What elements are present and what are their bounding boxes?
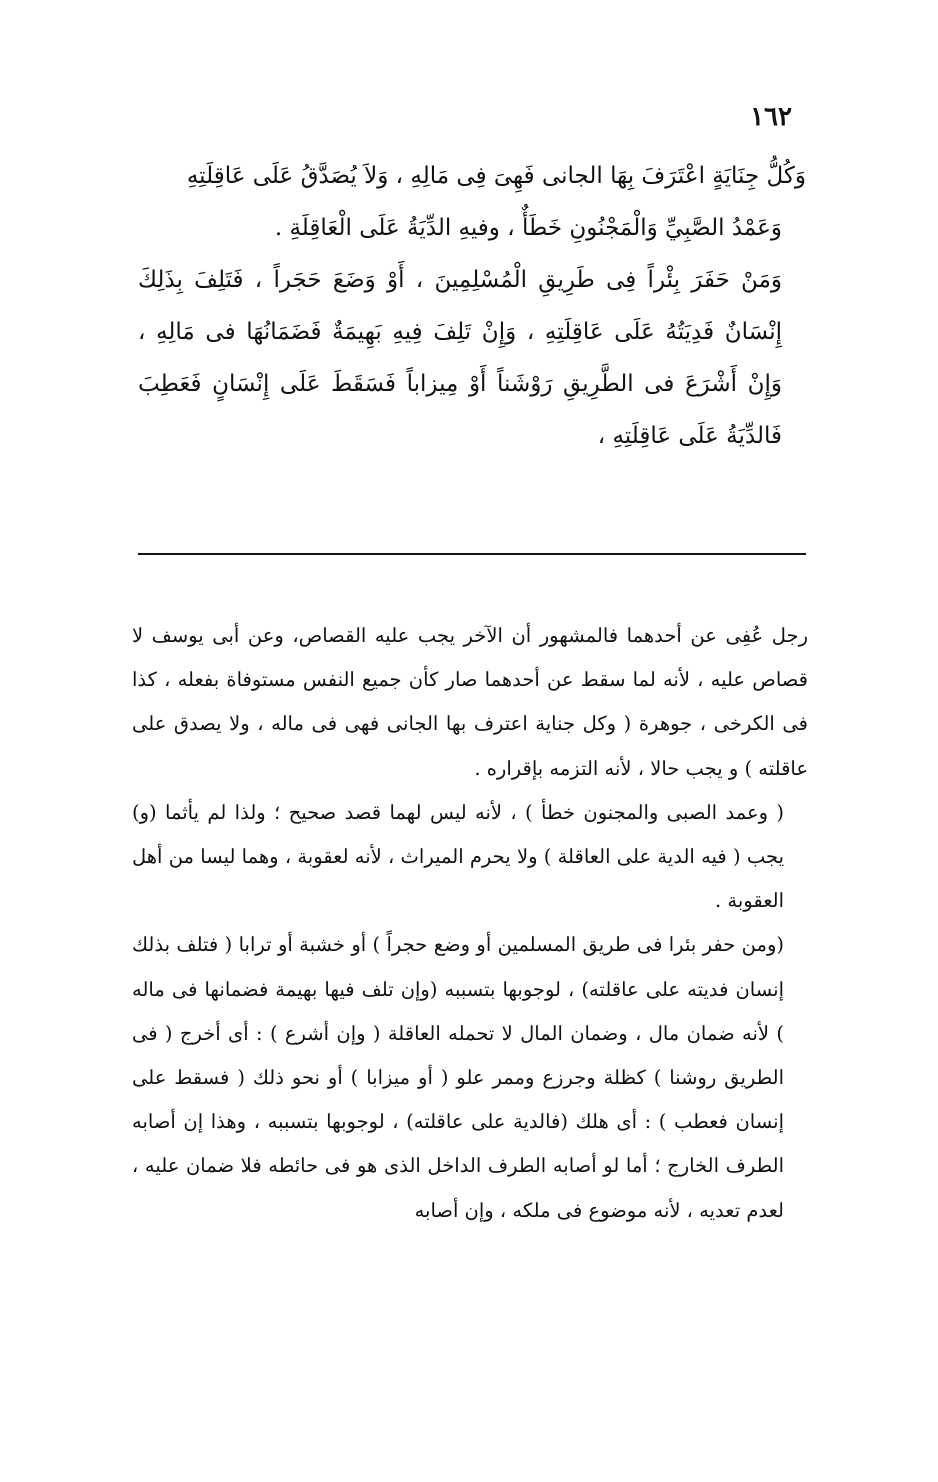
commentary-text <box>132 614 808 1233</box>
commentary-paragraph: (ومن حفر بئرا فى طريق المسلمين أو وضع حجراً ) أو خشبة أو ترابا ( فتلف بذلك إنسان فديته على عاقلته) ، لوجوبها بتسببه (وإن تلف فيها بهيمة فضمانها فى ماله ) لأنه ضمان مال ، وضمان المال لا تحمله العاقلة ( وإن أشرع ) : أى أخرج ( فى الطريق روشنا ) كظلة وجرزع وممر علو ( أو ميزابا ) أو نحو ذلك ( فسقط على إنسان فعطب ) : أى هلك (فالدية على عاقلته) ، لوجوبها بتسببه ، وهذا إن أصابه الطرف الخارج ؛ أما لو أصابه الطرف الداخل الذى هو فى حائطه فلا ضمان عليه ، لعدم تعديه ، لأنه موضوع فى ملكه ، وإن أصابه <box>132 933 784 1222</box>
matn-paragraph: وَمَنْ حَفَرَ بِئْراً فِى طَرِيقِ الْمُسْلِمِينَ ، أَوْ وَضَعَ حَجَراً ، فَتَلِفَ بِذَلِكَ إِنْسَانٌ فَدِيَتُهُ عَلَى عَاقِلَتِهِ ، وَإِنْ تَلِفَ فِيهِ بَهِيمَةٌ فَضَمَانُهَا فى مَالِهِ ، وَإِنْ أَشْرَعَ فى الطَّرِيقِ رَوْشَناً أَوْ مِيزاباً فَسَقَطَ عَلَى إِنْسَانٍ فَعَطِبَ فَالدِّيَةُ عَلَى عَاقِلَتِهِ ، <box>138 267 782 449</box>
main-text <box>138 150 806 462</box>
page-number: ١٦٢ <box>750 102 792 132</box>
matn-paragraph: وَكُلُّ جِنَايَةٍ اعْتَرَفَ بِهَا الجانى فَهِىَ فِى مَالِهِ ، وَلاَ يُصَدَّقُ عَلَى عَاقِلَتِهِ <box>186 163 806 189</box>
matn-paragraph: وَعَمْدُ الصَّبِيِّ وَالْمَجْنُونِ خَطَأٌ ، وفيهِ الدِّيَةُ عَلَى الْعَاقِلَةِ . <box>274 215 782 241</box>
commentary-paragraph: ( وعمد الصبى والمجنون خطأ ) ، لأنه ليس لهما قصد صحيح ؛ ولذا لم يأثما (و) يجب ( فيه الدية على العاقلة ) ولا يحرم الميراث ، لأنه لعقوبة ، وهما ليسا من أهل العقوبة . <box>132 800 784 913</box>
commentary-paragraph: رجل عُفِى عن أحدهما فالمشهور أن الآخر يجب عليه القصاص، وعن أبى يوسف لا قصاص عليه ، لأنه لما سقط عن أحدهما صار كأن جميع النفس مستوفاة بفعله ، كذا فى الكرخى ، جوهرة ( وكل جناية اعترف بها الجانى فهى فى ماله ، ولا يصدق على عاقلته ) و يجب حالا ، لأنه التزمه بإقراره . <box>132 624 808 780</box>
section-divider <box>138 553 806 555</box>
